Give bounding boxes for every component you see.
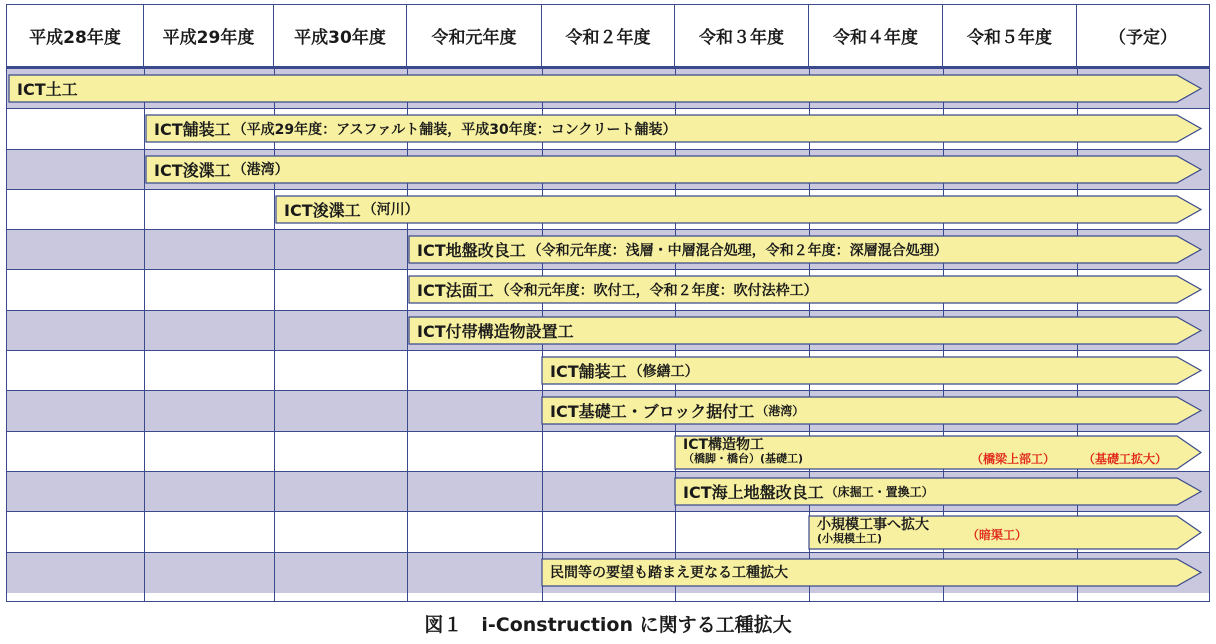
timeline-row <box>7 190 1209 230</box>
timeline-row <box>7 351 1209 391</box>
timeline-row <box>7 391 1209 431</box>
timeline-arrow <box>542 559 1201 586</box>
grid-line <box>144 69 145 601</box>
timeline-arrow <box>409 276 1201 303</box>
timeline-row <box>7 109 1209 149</box>
arrow-label: ICT浚渫工 <box>284 200 361 220</box>
timeline-row <box>7 311 1209 351</box>
arrow-label: ICT地盤改良工 <box>417 241 526 261</box>
planned-label: （橋梁上部工） <box>971 451 1056 466</box>
arrow-note: （床掘工・置換工） <box>825 484 934 499</box>
timeline-arrow <box>146 115 1201 142</box>
timeline-arrow <box>675 436 1201 469</box>
timeline-rows <box>7 69 1209 593</box>
timeline-arrow <box>276 196 1201 223</box>
arrow-label: 小規模工事へ拡大 <box>817 517 929 534</box>
arrow-label: ICT法面工 <box>417 281 494 301</box>
year-header-cell: 令和４年度 <box>809 5 943 66</box>
timeline-row <box>7 553 1209 593</box>
arrow-note: （平成29年度：アスファルト舗装，平成30年度：コンクリート舗装） <box>232 121 677 138</box>
year-header <box>7 5 1209 69</box>
year-header-cell: （予定） <box>1109 28 1177 48</box>
grid-line <box>274 69 275 601</box>
timeline-row <box>7 150 1209 190</box>
year-header-cell: 令和５年度 <box>943 5 1077 66</box>
year-header-cell: 平成29年度 <box>144 5 274 66</box>
timeline-row <box>7 432 1209 472</box>
timeline-arrow <box>409 236 1201 263</box>
timeline-arrow <box>542 397 1201 424</box>
timeline-arrow <box>409 317 1201 344</box>
timeline-row <box>7 270 1209 310</box>
timeline-row <box>7 69 1209 109</box>
arrow-note: （港湾） <box>756 404 805 419</box>
arrow-sub-label: （橋脚・橋台）(基礎工) <box>683 451 804 465</box>
arrow-label: ICT浚渫工 <box>154 160 231 180</box>
arrow-note: （令和元年度：浅層・中層混合処理，令和２年度：深層混合処理） <box>527 242 948 259</box>
timeline-arrow <box>542 357 1201 384</box>
year-header-cell: 令和元年度 <box>407 5 542 66</box>
planned-label: （基礎工拡大） <box>1083 451 1168 466</box>
arrow-label: 民間等の要望も踏まえ更なる工種拡大 <box>550 565 788 582</box>
arrow-note: （港湾） <box>232 162 289 179</box>
arrow-label: ICT構造物工 <box>683 436 765 453</box>
year-header-cell: 令和２年度 <box>542 5 675 66</box>
planned-label: （暗渠工） <box>967 528 1028 543</box>
timeline-row <box>7 230 1209 270</box>
arrow-note: （修繕工） <box>628 363 699 380</box>
year-header-cell: 令和３年度 <box>675 5 809 66</box>
arrow-note: （河川） <box>362 202 419 219</box>
arrow-label: ICT付帯構造物設置工 <box>417 321 574 341</box>
arrow-note: （令和元年度：吹付工，令和２年度：吹付法枠工） <box>495 282 818 299</box>
figure-caption: 図１ i-Construction に関する工種拡大 <box>424 614 792 636</box>
timeline-arrow <box>809 516 1201 549</box>
grid-line <box>407 69 408 601</box>
timeline-arrow <box>675 478 1201 505</box>
chart-frame <box>6 4 1210 602</box>
arrow-sub-label: (小規模土工) <box>817 532 883 546</box>
timeline-row <box>7 472 1209 512</box>
arrow-label: ICT舗装工 <box>154 120 231 140</box>
timeline-row <box>7 512 1209 552</box>
timeline-arrow <box>9 75 1201 102</box>
arrow-label: ICT基礎工・ブロック据付工 <box>550 402 755 422</box>
arrow-label: ICT舗装工 <box>550 362 627 382</box>
year-header-cell: 平成28年度 <box>7 5 144 66</box>
timeline-arrow <box>146 156 1201 183</box>
arrow-label: ICT海上地盤改良工 <box>683 482 824 502</box>
year-header-cell: 平成30年度 <box>274 5 407 66</box>
arrow-label: ICT土工 <box>17 80 78 99</box>
